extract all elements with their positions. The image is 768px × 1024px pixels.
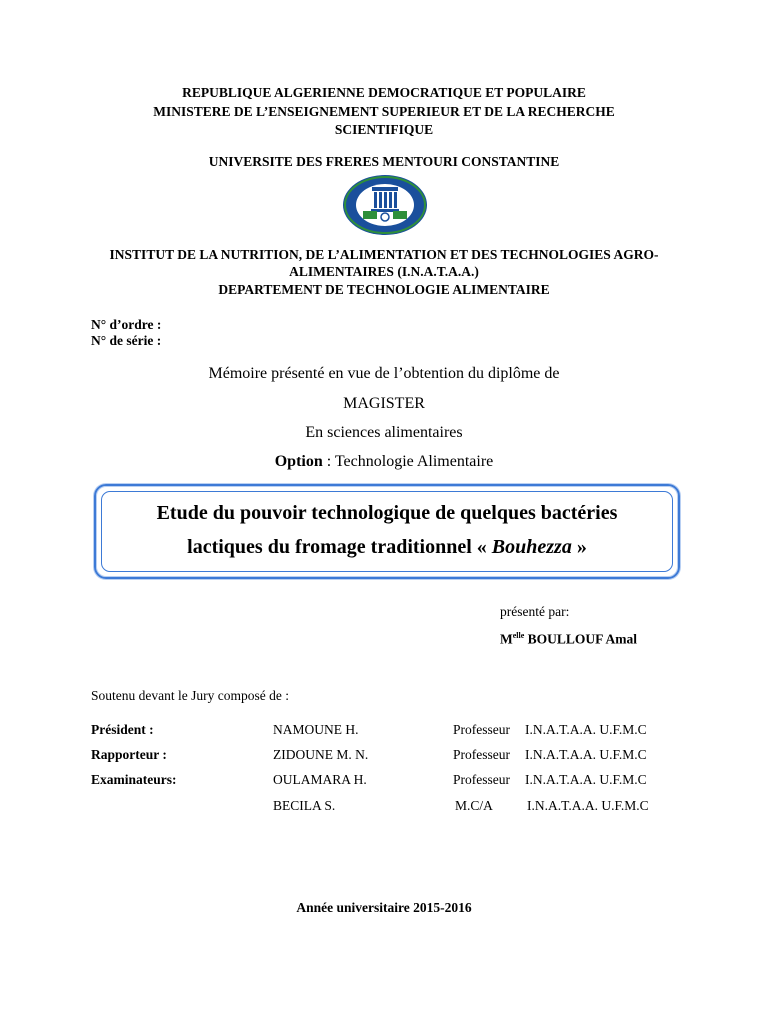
thesis-title-line2 xyxy=(96,530,678,564)
ordre-label: N° d’ordre : xyxy=(91,317,162,332)
title-line2-suffix: » xyxy=(571,536,587,558)
jury-grade: Professeur xyxy=(453,772,510,787)
ministry-heading-cont: SCIENTIFIQUE xyxy=(334,122,434,137)
presenter-prefix: M xyxy=(500,631,513,647)
academic-year: Année universitaire 2015-2016 xyxy=(296,900,472,915)
degree-name: MAGISTER xyxy=(343,395,425,412)
jury-institution: I.N.A.T.A.A. U.F.M.C xyxy=(525,747,647,762)
jury-institution: I.N.A.T.A.A. U.F.M.C xyxy=(527,798,649,813)
jury-institution: I.N.A.T.A.A. U.F.M.C xyxy=(525,772,647,787)
thesis-title-box xyxy=(94,484,680,579)
jury-name: NAMOUNE H. xyxy=(273,722,359,737)
presenter-name xyxy=(500,631,637,648)
option-value: : Technologie Alimentaire xyxy=(322,453,494,470)
memoire-intro: Mémoire présenté en vue de l’obtention du diplôme de xyxy=(208,365,560,382)
thesis-title-line1: Etude du pouvoir technologique de quelques bactéries xyxy=(156,502,618,524)
jury-role: Examinateurs: xyxy=(91,772,177,787)
jury-grade: Professeur xyxy=(453,722,510,737)
presenter-superscript: elle xyxy=(512,631,525,640)
degree-field: En sciences alimentaires xyxy=(305,424,463,441)
department-heading: DEPARTEMENT DE TECHNOLOGIE ALIMENTAIRE xyxy=(218,282,550,297)
presenter-fullname: BOULLOUF Amal xyxy=(524,631,638,647)
jury-institution: I.N.A.T.A.A. U.F.M.C xyxy=(525,722,647,737)
thesis-title xyxy=(96,496,678,564)
university-logo-icon xyxy=(341,173,429,237)
jury-role: Rapporteur : xyxy=(91,747,167,762)
institute-heading-cont: ALIMENTAIRES (I.N.A.T.A.A.) xyxy=(289,264,479,279)
university-name: UNIVERSITE DES FRERES MENTOURI CONSTANTINE xyxy=(208,154,560,169)
republic-heading: REPUBLIQUE ALGERIENNE DEMOCRATIQUE ET POPULAIRE xyxy=(182,85,586,100)
jury-role: Président : xyxy=(91,722,154,737)
jury-grade: M.C/A xyxy=(455,798,493,813)
title-line2-prefix: lactiques du fromage traditionnel « xyxy=(187,536,492,558)
option-label: Option xyxy=(274,453,323,470)
jury-name: OULAMARA H. xyxy=(273,772,367,787)
presented-by-label: présenté par: xyxy=(500,604,570,619)
serie-label: N° de série : xyxy=(91,333,162,348)
jury-grade: Professeur xyxy=(453,747,510,762)
jury-intro: Soutenu devant le Jury composé de : xyxy=(91,688,289,703)
ministry-heading: MINISTERE DE L’ENSEIGNEMENT SUPERIEUR ET DE LA RECHERCHE xyxy=(153,104,615,119)
jury-name: BECILA S. xyxy=(273,798,336,813)
option-line xyxy=(0,453,768,471)
institute-heading: INSTITUT DE LA NUTRITION, DE L’ALIMENTATION ET DES TECHNOLOGIES AGRO- xyxy=(109,247,659,262)
title-italic-word: Bouhezza xyxy=(491,536,572,558)
jury-name: ZIDOUNE M. N. xyxy=(273,747,369,762)
